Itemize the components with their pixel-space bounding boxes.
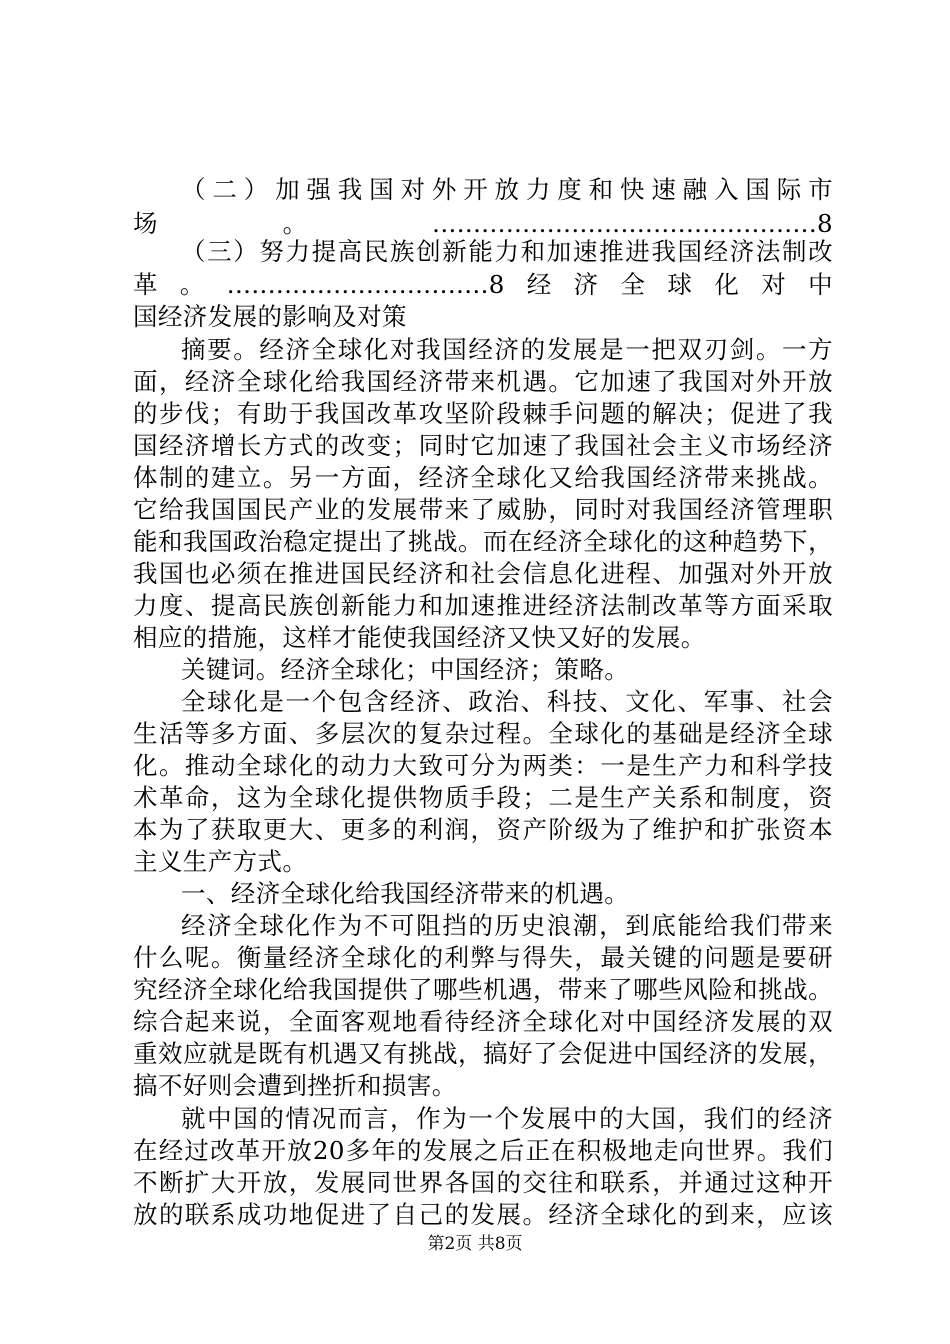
paragraph-line: 摘要。经济全球化对我国经济的发展是一把双刃剑。一方	[181, 335, 833, 364]
paragraph-line: 经济全球化作为不可阻挡的历史浪潮，到底能给我们带来	[181, 911, 833, 940]
paragraph-line: 搞不好则会遭到挫折和损害。	[133, 1071, 457, 1100]
toc-line: 场。...............................................8	[133, 209, 833, 238]
keywords-line: 关键词。经济全球化；中国经济；策略。	[181, 655, 630, 684]
toc-line: （三）努力提高民族创新能力和加速推进我国经济法制改	[181, 237, 833, 266]
paragraph-line: 就中国的情况而言，作为一个发展中的大国，我们的经济	[181, 1104, 833, 1133]
paragraph-line: 面，经济全球化给我国经济带来机遇。它加速了我国对外开放	[133, 367, 833, 396]
paragraph-line: 究经济全球化给我国提供了哪些机遇，带来了哪些风险和挑战。	[133, 975, 833, 1004]
section-heading: 一、经济全球化给我国经济带来的机遇。	[181, 879, 630, 908]
paragraph-line: 不断扩大开放，发展同世界各国的交往和联系，并通过这种开	[133, 1168, 833, 1197]
paragraph-line: 综合起来说，全面客观地看待经济全球化对中国经济发展的双	[133, 1007, 833, 1036]
toc-line: 国经济发展的影响及对策	[133, 302, 407, 331]
page-footer: 第2页 共8页	[427, 1234, 523, 1254]
paragraph-line: 重效应就是既有机遇又有挑战，搞好了会促进中国经济的发展，	[133, 1039, 833, 1068]
paragraph-line: 什么呢。衡量经济全球化的利弊与得失，最关键的问题是要研	[133, 943, 833, 972]
paragraph-line: 能和我国政治稳定提出了挑战。而在经济全球化的这种趋势下，	[133, 527, 833, 556]
paragraph-line: 全球化是一个包含经济、政治、科技、文化、军事、社会	[181, 687, 833, 716]
paragraph-line: 主义生产方式。	[133, 847, 308, 876]
paragraph-line: 的步伐；有助于我国改革攻坚阶段棘手问题的解决；促进了我	[133, 399, 833, 428]
paragraph-line: 力度、提高民族创新能力和加速推进经济法制改革等方面采取	[133, 591, 833, 620]
paragraph-line: 在经过改革开放20多年的发展之后正在积极地走向世界。我们	[133, 1136, 833, 1165]
paragraph-line: 它给我国国民产业的发展带来了威胁，同时对我国经济管理职	[133, 495, 833, 524]
paragraph-line: 我国也必须在推进国民经济和社会信息化进程、加强对外开放	[133, 559, 833, 588]
paragraph-line: 体制的建立。另一方面，经济全球化又给我国经济带来挑战。	[133, 463, 833, 492]
toc-line: （二）加强我国对外开放力度和快速融入国际市	[181, 175, 833, 204]
paragraph-line: 国经济增长方式的改变；同时它加速了我国社会主义市场经济	[133, 431, 833, 460]
paragraph-line: 本为了获取更大、更多的利润，资产阶级为了维护和扩张资本	[133, 815, 833, 844]
paragraph-line: 放的联系成功地促进了自己的发展。经济全球化的到来，应该	[133, 1200, 833, 1229]
paragraph-line: 生活等多方面、多层次的复杂过程。全球化的基础是经济全球	[133, 719, 833, 748]
paragraph-line: 术革命，这为全球化提供物质手段；二是生产关系和制度，资	[133, 783, 833, 812]
paragraph-line: 相应的措施，这样才能使我国经济又快又好的发展。	[133, 623, 706, 652]
paragraph-line: 化。推动全球化的动力大致可分为两类：一是生产力和科学技	[133, 751, 833, 780]
toc-line: 革。................................8经济全球化对中	[133, 270, 833, 299]
